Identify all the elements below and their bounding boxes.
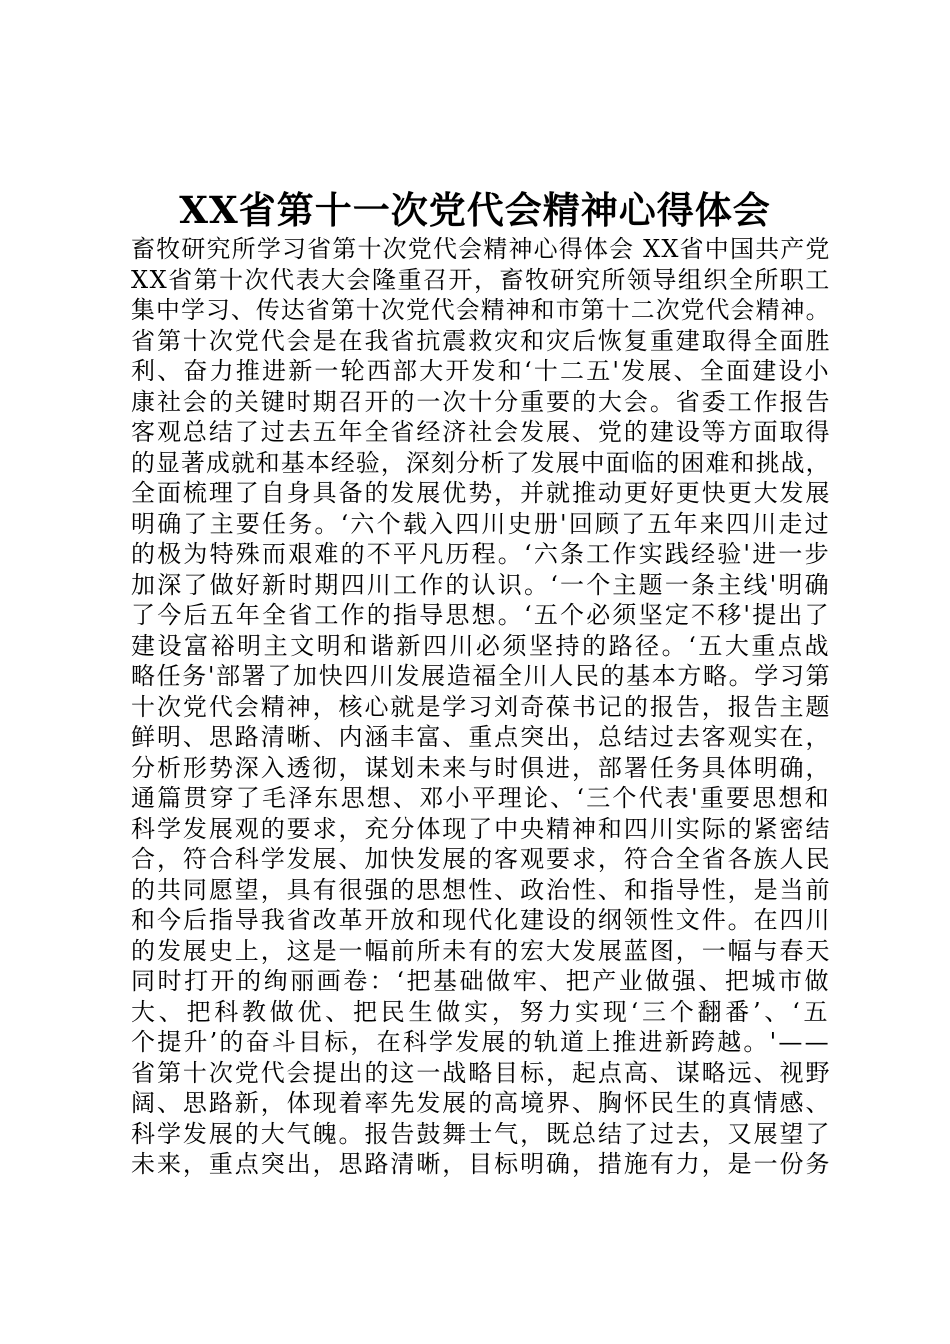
- body-line: 同时打开的绚丽画卷：‘把基础做牢、把产业做强、把城市做: [131, 967, 832, 995]
- body-line: 集中学习、传达省第十次党代会精神和市第十二次党代会精神。: [131, 296, 831, 324]
- body-line: 利、奋力推进新一轮西部大开发和‘十二五'发展、全面建设小: [131, 357, 831, 385]
- body-line: 科学发展的大气魄。报告鼓舞士气，既总结了过去，又展望了: [131, 1119, 832, 1148]
- body-line: 大、把科教做优、把民生做实，努力实现‘三个翻番’、‘五: [131, 997, 832, 1026]
- body-line: 了今后五年全省工作的指导思想。‘五个必须坚定不移'提出了: [131, 601, 831, 629]
- body-line: 的显著成就和基本经验，深刻分析了发展中面临的困难和挑战，: [131, 448, 831, 477]
- document-title: XX省第十一次党代会精神心得体会: [179, 188, 771, 232]
- body-line: 的共同愿望，具有很强的思想性、政治性、和指导性，是当前: [131, 875, 832, 904]
- body-line: 全面梳理了自身具备的发展优势，并就推动更好更快更大发展: [131, 479, 832, 507]
- body-line: 和今后指导我省改革开放和现代化建设的纲领性文件。在四川: [131, 906, 832, 934]
- body-line: 明确了主要任务。‘六个载入四川史册'回顾了五年来四川走过: [131, 509, 831, 538]
- body-line: XX省第十次代表大会隆重召开，畜牧研究所领导组织全所职工: [131, 265, 831, 294]
- body-line: 十次党代会精神，核心就是学习刘奇葆书记的报告，报告主题: [131, 692, 832, 721]
- body-line: 科学发展观的要求，充分体现了中央精神和四川实际的紧密结: [131, 814, 832, 843]
- body-line: 省第十次党代会提出的这一战略目标，起点高、谋略远、视野: [131, 1058, 832, 1087]
- body-line: 康社会的关键时期召开的一次十分重要的大会。省委工作报告: [131, 387, 832, 416]
- body-line: 个提升’的奋斗目标，在科学发展的轨道上推进新跨越。'——: [131, 1028, 831, 1056]
- body-line: 通篇贯穿了毛泽东思想、邓小平理论、‘三个代表'重要思想和: [131, 784, 831, 812]
- body-line: 略任务'部署了加快四川发展造福全川人民的基本方略。学习第: [131, 662, 832, 690]
- body-line: 未来，重点突出，思路清晰，目标明确，措施有力，是一份务: [131, 1150, 832, 1178]
- body-line: 鲜明、思路清晰、内涵丰富、重点突出，总结过去客观实在，: [131, 723, 832, 751]
- body-line: 省第十次党代会是在我省抗震救灾和灾后恢复重建取得全面胜: [131, 326, 832, 355]
- body-line: 的极为特殊而艰难的不平凡历程。‘六条工作实践经验'进一步: [131, 540, 831, 568]
- document-body: [131, 234, 831, 1180]
- body-line: 阔、思路新，体现着率先发展的高境界、胸怀民生的真情感、: [131, 1089, 832, 1117]
- body-line: 合，符合科学发展、加快发展的客观要求，符合全省各族人民: [131, 845, 832, 873]
- body-line: 加深了做好新时期四川工作的认识。‘一个主题一条主线'明确: [131, 570, 831, 599]
- body-line: 分析形势深入透彻，谋划未来与时俱进，部署任务具体明确，: [131, 753, 832, 782]
- body-line: 建设富裕明主文明和谐新四川必须坚持的路径。‘五大重点战: [131, 631, 832, 660]
- body-line: 的发展史上，这是一幅前所未有的宏大发展蓝图，一幅与春天: [131, 936, 832, 965]
- body-line: 客观总结了过去五年全省经济社会发展、党的建设等方面取得: [131, 418, 832, 446]
- body-line: 畜牧研究所学习省第十次党代会精神心得体会 XX省中国共产党: [131, 235, 831, 263]
